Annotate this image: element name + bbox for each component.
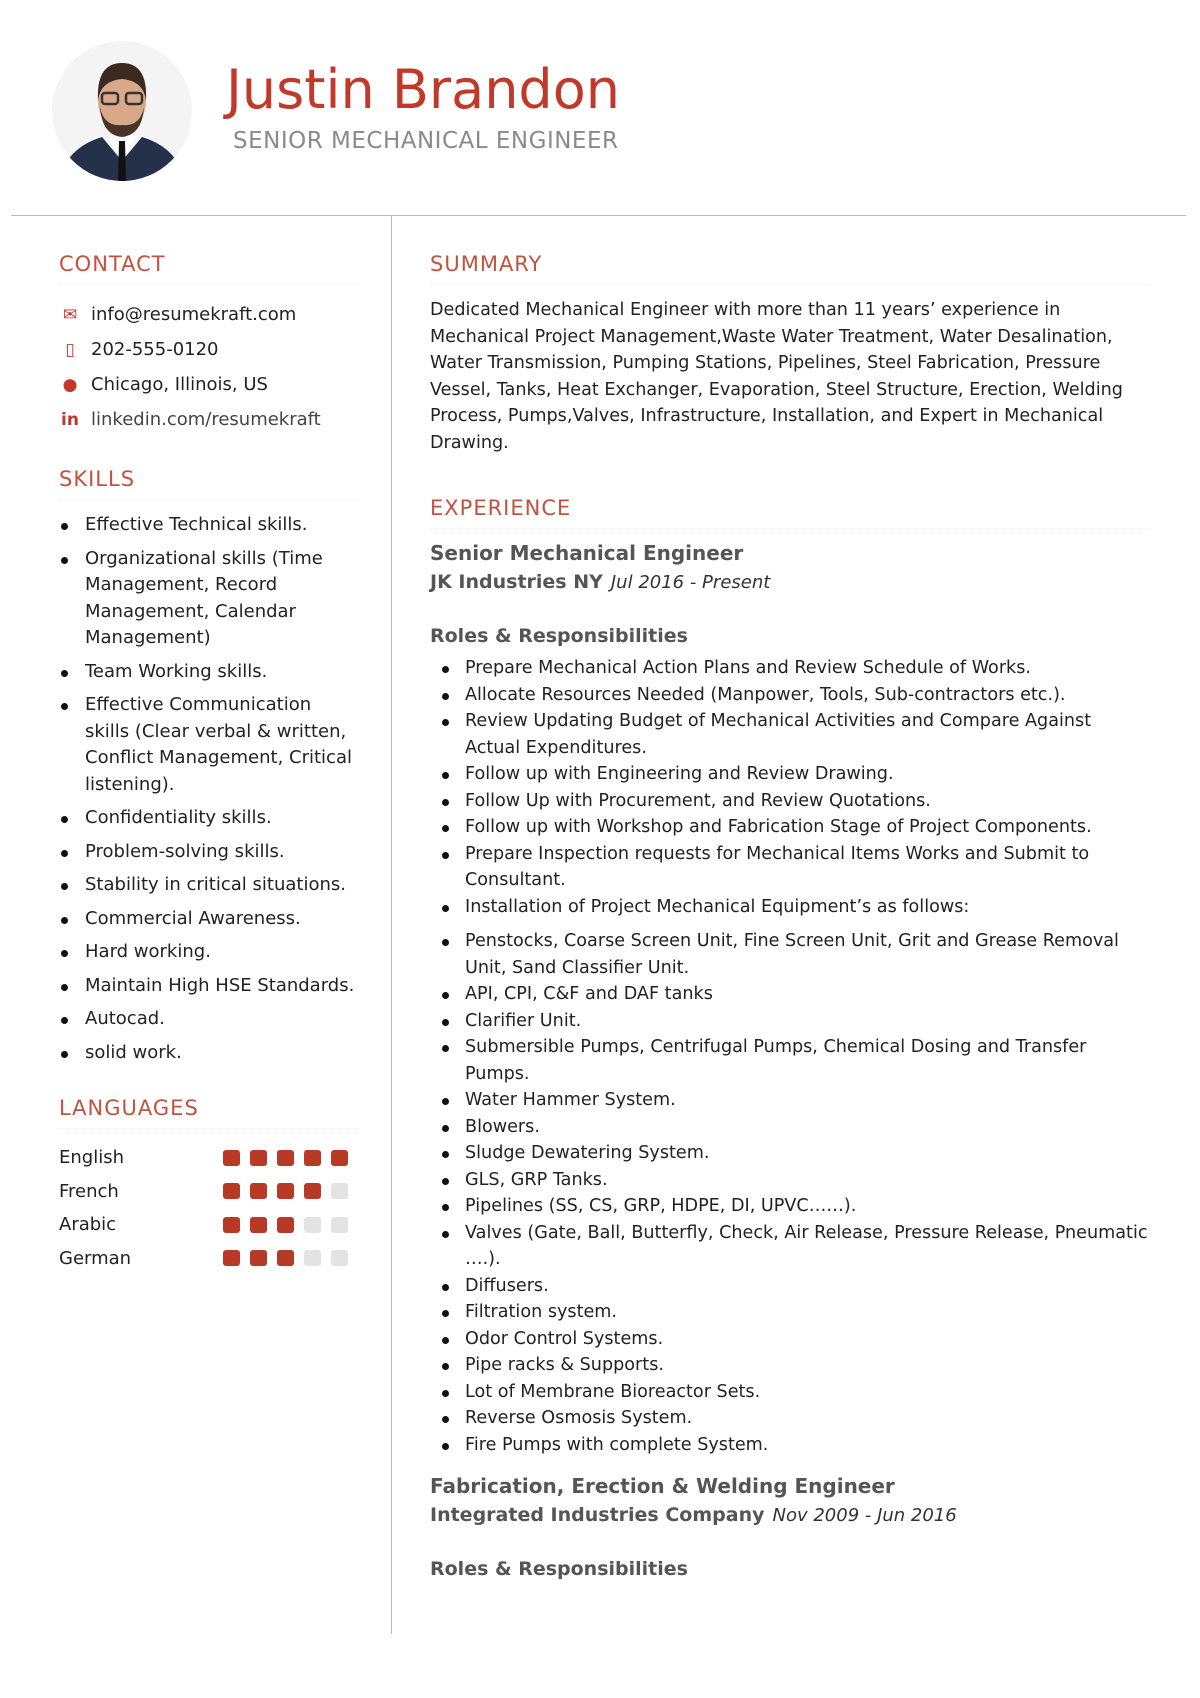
level-dot <box>223 1183 240 1199</box>
list-item: Team Working skills. <box>59 659 359 686</box>
roles-heading: Roles & Responsibilities <box>430 625 688 647</box>
language-level <box>223 1150 348 1166</box>
list-item: Reverse Osmosis System. <box>430 1405 1150 1432</box>
contact-phone <box>59 332 359 367</box>
profile-photo <box>52 41 192 181</box>
level-dot <box>250 1150 267 1166</box>
list-item: Autocad. <box>59 1006 359 1033</box>
level-dot <box>223 1150 240 1166</box>
language-level <box>223 1217 348 1233</box>
level-dot <box>304 1183 321 1199</box>
email-text: info@resumekraft.com <box>91 304 297 325</box>
language-name: French <box>59 1180 119 1202</box>
roles-list <box>430 655 1150 920</box>
phone-icon: ▯ <box>65 339 75 360</box>
level-dot <box>331 1150 348 1166</box>
job-dates: Jul 2016 - Present <box>610 572 771 593</box>
contact-heading: CONTACT <box>59 252 359 285</box>
list-item: Prepare Inspection requests for Mechanical Items Works and Submit to Consultant. <box>430 841 1150 894</box>
list-item: Clarifier Unit. <box>430 1008 1150 1035</box>
languages-list <box>59 1141 359 1275</box>
list-item: solid work. <box>59 1040 359 1067</box>
list-item: Submersible Pumps, Centrifugal Pumps, Chemical Dosing and Transfer Pumps. <box>430 1034 1150 1087</box>
list-item: Problem-solving skills. <box>59 839 359 866</box>
languages-heading: LANGUAGES <box>59 1096 359 1129</box>
language-row <box>59 1175 359 1209</box>
skills-list <box>59 512 359 1066</box>
list-item: GLS, GRP Tanks. <box>430 1167 1150 1194</box>
list-item: Valves (Gate, Ball, Butterfly, Check, Air Release, Pressure Release, Pneumatic ….). <box>430 1220 1150 1273</box>
linkedin-text: linkedin.com/resumekraft <box>91 409 321 430</box>
equipment-list <box>430 928 1150 1458</box>
level-dot <box>223 1217 240 1233</box>
location-pin-icon: ● <box>62 374 78 395</box>
linkedin-icon: in <box>61 409 79 430</box>
language-row <box>59 1242 359 1276</box>
language-level <box>223 1250 348 1266</box>
company-name: Integrated Industries Company <box>430 1504 765 1526</box>
experience-heading: EXPERIENCE <box>430 496 1150 529</box>
job-company <box>430 571 1150 593</box>
contact-location <box>59 367 359 402</box>
level-dot <box>304 1150 321 1166</box>
phone-text: 202-555-0120 <box>91 339 219 360</box>
list-item: Water Hammer System. <box>430 1087 1150 1114</box>
list-item: Installation of Project Mechanical Equipment’s as follows: <box>430 894 1150 921</box>
list-item: Filtration system. <box>430 1299 1150 1326</box>
list-item: Confidentiality skills. <box>59 805 359 832</box>
level-dot <box>304 1250 321 1266</box>
list-item: Sludge Dewatering System. <box>430 1140 1150 1167</box>
list-item: Follow Up with Procurement, and Review Quotations. <box>430 788 1150 815</box>
level-dot <box>277 1183 294 1199</box>
level-dot <box>223 1250 240 1266</box>
language-row <box>59 1208 359 1242</box>
list-item: Follow up with Engineering and Review Drawing. <box>430 761 1150 788</box>
language-level <box>223 1183 348 1199</box>
candidate-title: SENIOR MECHANICAL ENGINEER <box>233 128 619 154</box>
list-item: Hard working. <box>59 939 359 966</box>
list-item: Diffusers. <box>430 1273 1150 1300</box>
divider-horizontal <box>11 215 1186 216</box>
list-item: Follow up with Workshop and Fabrication Stage of Project Components. <box>430 814 1150 841</box>
job-title: Senior Mechanical Engineer <box>430 541 744 565</box>
list-item: Organizational skills (Time Management, Record Management, Calendar Management) <box>59 546 359 652</box>
left-column <box>59 252 359 1275</box>
list-item: Maintain High HSE Standards. <box>59 973 359 1000</box>
roles-heading: Roles & Responsibilities <box>430 1558 688 1580</box>
language-name: Arabic <box>59 1214 117 1236</box>
level-dot <box>277 1150 294 1166</box>
list-item: Commercial Awareness. <box>59 906 359 933</box>
level-dot <box>277 1250 294 1266</box>
list-item: Odor Control Systems. <box>430 1326 1150 1353</box>
list-item: Prepare Mechanical Action Plans and Review Schedule of Works. <box>430 655 1150 682</box>
candidate-name: Justin Brandon <box>226 58 620 121</box>
job-title: Fabrication, Erection & Welding Engineer <box>430 1474 895 1498</box>
divider-vertical <box>391 215 392 1634</box>
list-item: Pipelines (SS, CS, GRP, HDPE, DI, UPVC……). <box>430 1193 1150 1220</box>
contact-email[interactable] <box>59 297 359 332</box>
level-dot <box>250 1217 267 1233</box>
level-dot <box>250 1183 267 1199</box>
list-item: Blowers. <box>430 1114 1150 1141</box>
summary-text: Dedicated Mechanical Engineer with more than 11 years’ experience in Mechanical Project Management,Waste Water Treatment, Water Desalination, Water Transmission, Pumping Stations, Pipelines, Steel Fabrication, Pressure Vessel, Tanks, Heat Exchanger, Evaporation, Steel Structure, Erection, Welding Process, Pumps,Valves, Infrastructure, Installation, and Expert in Mechanical Drawing. <box>430 300 1123 453</box>
list-item: Fire Pumps with complete System. <box>430 1432 1150 1459</box>
list-item: Penstocks, Coarse Screen Unit, Fine Screen Unit, Grit and Grease Removal Unit, Sand Classifier Unit. <box>430 928 1150 981</box>
list-item: Review Updating Budget of Mechanical Activities and Compare Against Actual Expenditures. <box>430 708 1150 761</box>
summary-heading: SUMMARY <box>430 252 1150 285</box>
envelope-icon: ✉ <box>62 304 78 325</box>
level-dot <box>304 1217 321 1233</box>
right-column <box>430 252 1150 1588</box>
location-text: Chicago, Illinois, US <box>91 374 268 395</box>
list-item: Effective Communication skills (Clear verbal & written, Conflict Management, Critical listening). <box>59 692 359 798</box>
level-dot <box>331 1183 348 1199</box>
language-name: German <box>59 1247 132 1269</box>
list-item: API, CPI, C&F and DAF tanks <box>430 981 1150 1008</box>
contact-linkedin[interactable] <box>59 402 359 437</box>
company-name: JK Industries NY <box>430 571 603 593</box>
job-dates: Nov 2009 - Jun 2016 <box>772 1505 957 1526</box>
list-item: Pipe racks & Supports. <box>430 1352 1150 1379</box>
level-dot <box>331 1250 348 1266</box>
list-item: Effective Technical skills. <box>59 512 359 539</box>
list-item: Allocate Resources Needed (Manpower, Tools, Sub-contractors etc.). <box>430 682 1150 709</box>
list-item: Stability in critical situations. <box>59 872 359 899</box>
language-name: English <box>59 1147 124 1169</box>
level-dot <box>331 1217 348 1233</box>
list-item: Lot of Membrane Bioreactor Sets. <box>430 1379 1150 1406</box>
level-dot <box>250 1250 267 1266</box>
job-company <box>430 1504 1150 1526</box>
skills-heading: SKILLS <box>59 467 359 500</box>
language-row <box>59 1141 359 1175</box>
level-dot <box>277 1217 294 1233</box>
